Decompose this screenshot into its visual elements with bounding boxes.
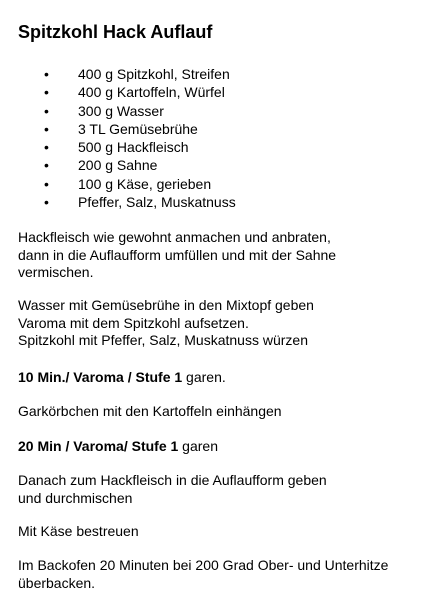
step-hackfleisch [18,229,336,282]
ingredient-item: • 200 g Sahne [18,156,236,174]
step-line: Varoma mit dem Spitzkohl aufsetzen. [18,314,249,331]
step-kaese [18,523,139,541]
ingredient-list [18,65,236,211]
cook-action-2: garen [178,438,218,454]
step-garen-2 [18,438,218,456]
cook-action-1: garen. [182,369,226,385]
ingredient-item: • 400 g Spitzkohl, Streifen [18,65,236,83]
recipe-title: Spitzkohl Hack Auflauf [18,22,213,42]
ingredient-item: • 3 TL Gemüsebrühe [18,120,236,138]
step-line: überbacken. [18,574,96,591]
step-garen-1 [18,369,226,387]
ingredient-item: • 300 g Wasser [18,102,236,120]
step-line: Wasser mit Gemüsebrühe in den Mixtopf geben [18,297,314,313]
step-wasser [18,297,314,350]
step-danach [18,472,327,507]
step-line: Garkörbchen mit den Kartoffeln einhängen [18,403,282,419]
ingredient-item: • 400 g Kartoffeln, Würfel [18,83,236,101]
step-backofen [18,557,388,592]
step-line: Spitzkohl mit Pfeffer, Salz, Muskatnuss würzen [18,332,308,349]
ingredient-item: • 100 g Käse, gerieben [18,175,236,193]
step-garkorb [18,403,282,421]
ingredient-item: • Pfeffer, Salz, Muskatnuss [18,193,236,211]
step-line: vermischen. [18,264,94,281]
step-line: Hackfleisch wie gewohnt anmachen und anbraten, [18,229,331,245]
step-line: und durchmischen [18,489,133,506]
cook-setting-1: 10 Min./ Varoma / Stufe 1 [18,369,183,385]
step-line: dann in die Auflaufform umfüllen und mit der Sahne [18,246,337,263]
ingredient-item: • 500 g Hackfleisch [18,138,236,156]
step-line: Im Backofen 20 Minuten bei 200 Grad Ober- und Unterhitze [18,557,389,573]
cook-setting-2: 20 Min / Varoma/ Stufe 1 [18,438,179,454]
step-line: Mit Käse bestreuen [18,523,139,539]
step-line: Danach zum Hackfleisch in die Auflaufform geben [18,472,327,488]
